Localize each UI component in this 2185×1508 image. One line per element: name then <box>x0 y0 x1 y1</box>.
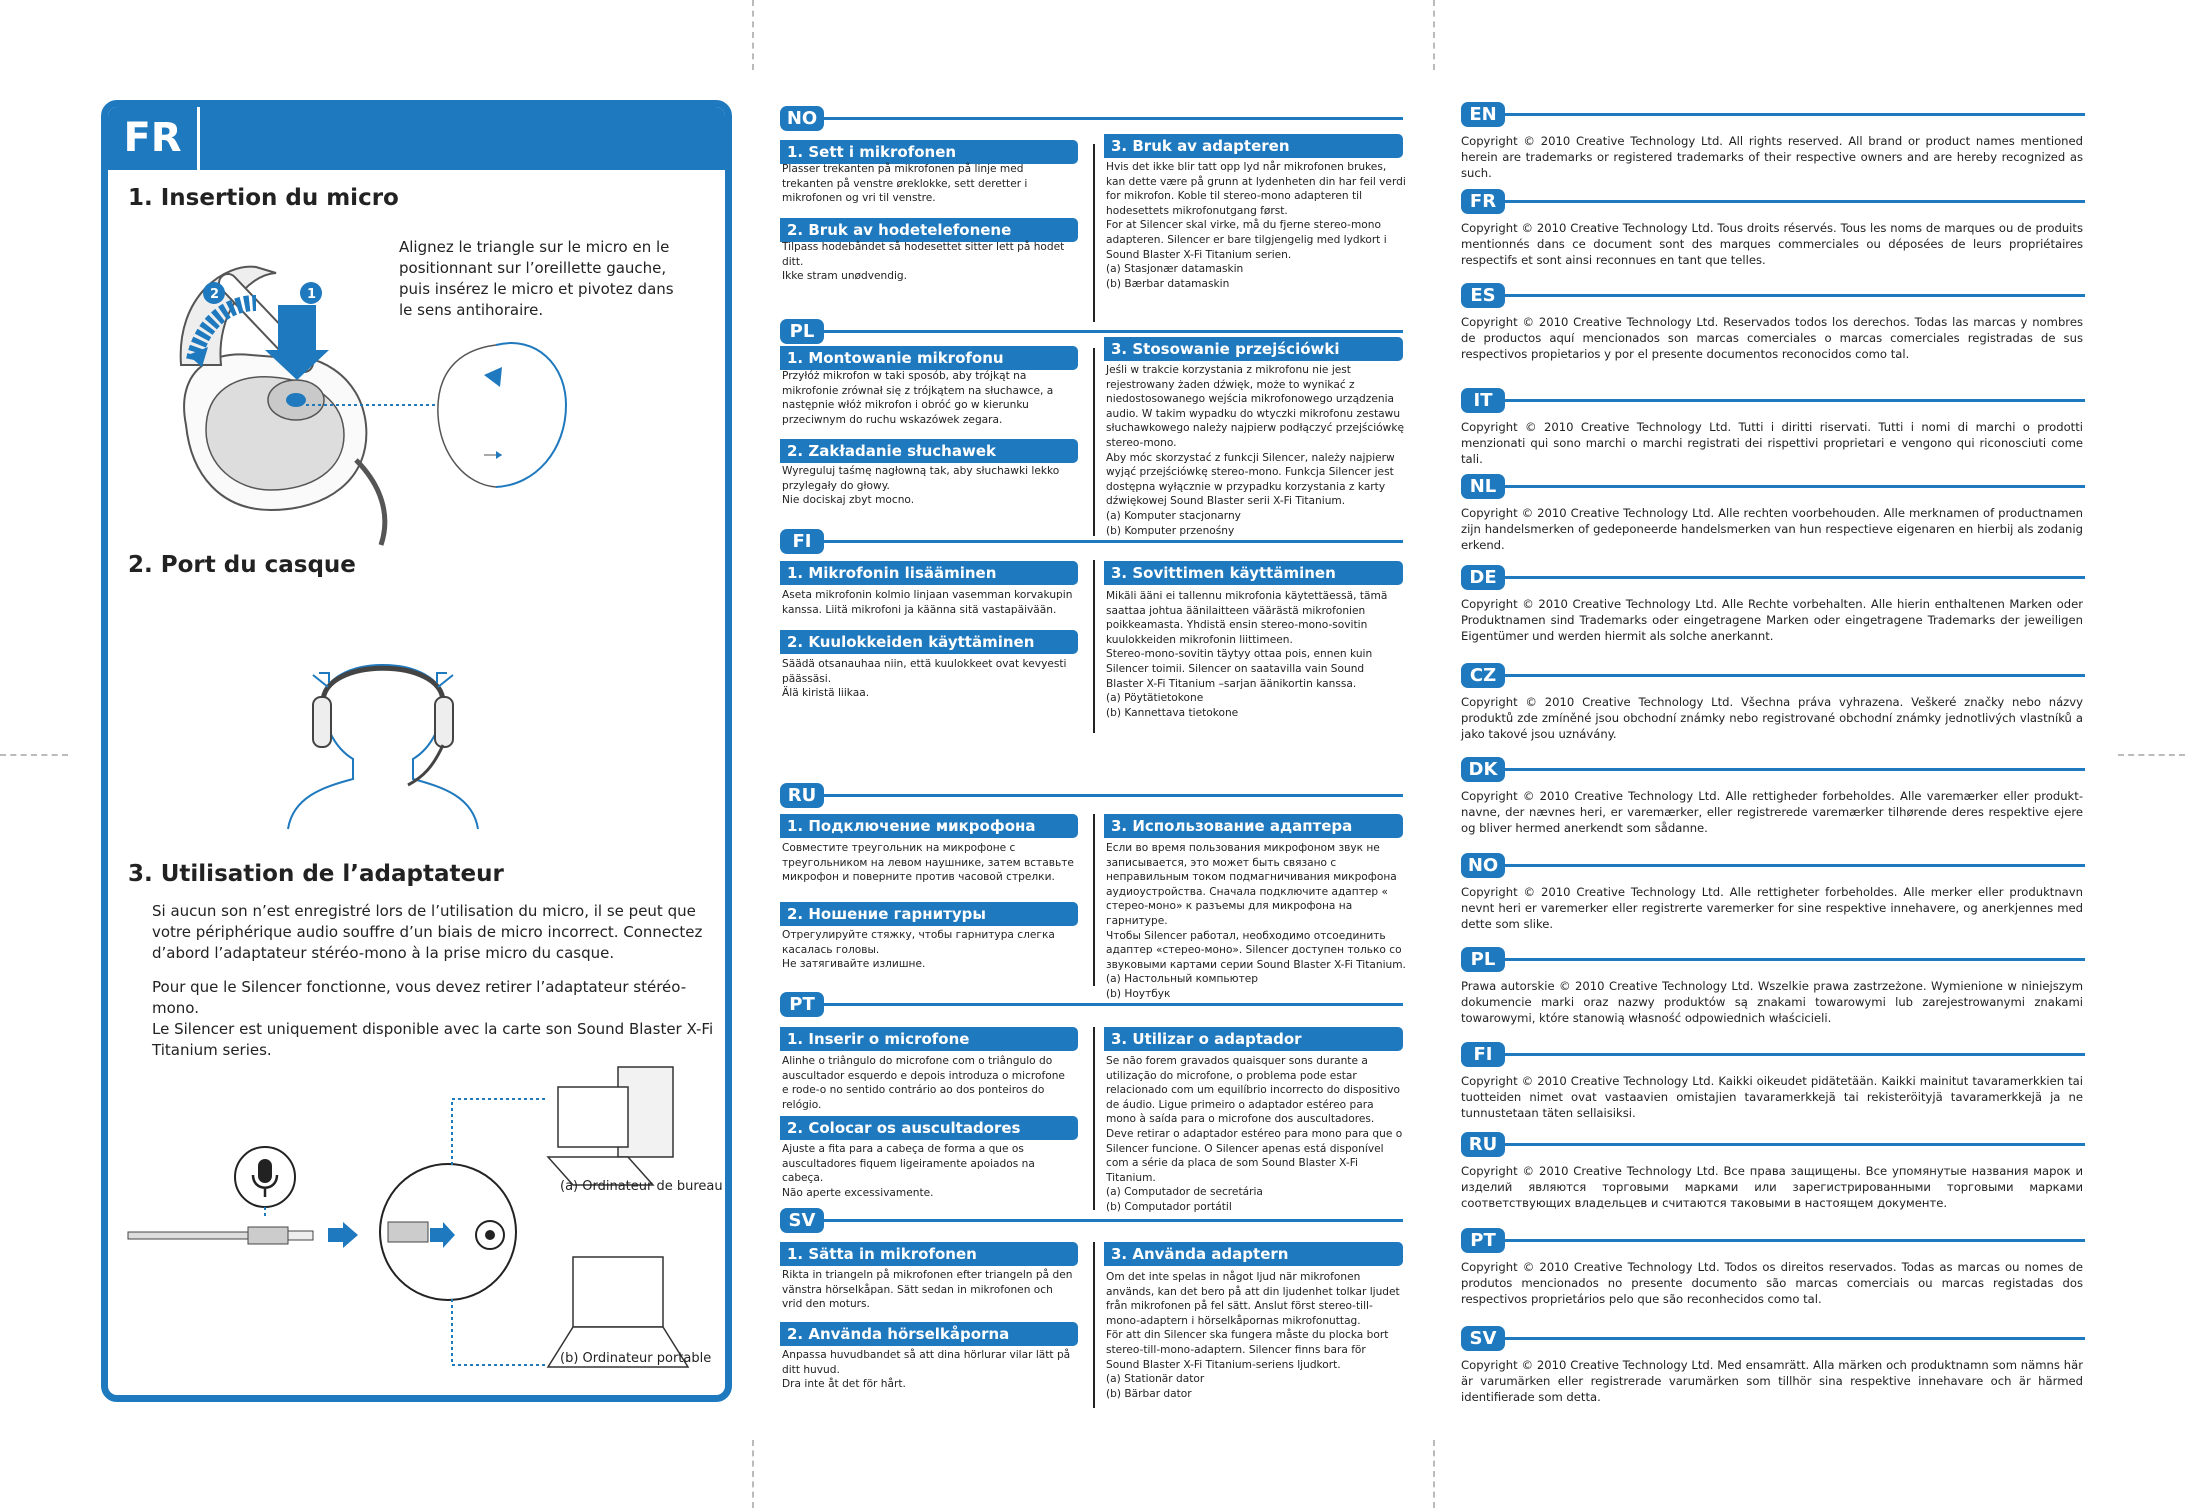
section-title: 1. Mikrofonin lisääminen <box>780 561 1078 585</box>
section-title: 1. Inserir o microfone <box>780 1027 1078 1051</box>
lang-bar-pt <box>780 990 1403 1018</box>
adapter-illustration <box>128 1067 718 1397</box>
copyright-lang-bar-pl <box>1461 945 2085 973</box>
copyright-lang-bar-sv <box>1461 1324 2085 1352</box>
copyright-lang-bar-de-code: DE <box>1461 565 1505 590</box>
section-body: Anpassa huvudbandet så att dina hörlurar vilar lätt på ditt huvud. Dra inte åt det för hårt. <box>782 1349 1071 1391</box>
section-body: Przyłóż mikrofon w taki sposób, aby trójkąt na mikrofonie zrównał się z trójkątem na słuchawce, a następnie włóż mikrofon i obróć go w kierunku przeciwnym do ruchu wskazówek zegara. <box>782 370 1054 426</box>
lang-bar-no <box>780 104 1403 132</box>
copyright-lang-bar-fr <box>1461 187 2085 215</box>
section-body: Hvis det ikke blir tatt opp lyd når mikrofonen brukes, kan dette være på grunn at lydenheten din har feil verdi for mikrofon. Koble til stereo-mono adapteren til hodesettets mikrofonutgang først. For at Silencer skal virke, må du fjerne stereo-mono adapteren. Silencer er bare tilgjengelig med lydkort i Sound Blaster X-Fi Titanium serien. (a) Stasjonær datamaskin (b) Bærbar datamaskin <box>1106 161 1406 290</box>
lang-bar-ru-rule <box>822 794 1403 797</box>
copyright-text: Copyright © 2010 Creative Technology Ltd. Tutti i diritti riservati. Tutti i nomi di marchi o prodotti menzionati qui sono marchi o marchi registrati dei rispettivi proprietari e vengono qui riconosciuti come tali. <box>1461 420 2083 466</box>
fr-section1-title: 1. Insertion du micro <box>128 185 399 211</box>
head-wearing-illustration <box>283 667 523 832</box>
copyright-lang-bar-it-rule <box>1503 399 2085 402</box>
copyright-lang-bar-pt-rule <box>1503 1239 2085 1242</box>
copyright-text: Copyright © 2010 Creative Technology Ltd. All rights reserved. All brand or product names mentioned herein are trademarks or registered trademarks of their respective owners and are hereby recognized as such. <box>1461 134 2083 180</box>
copyright-lang-bar-sv-code: SV <box>1461 1326 1505 1351</box>
copyright-lang-bar-dk-rule <box>1503 768 2085 771</box>
copyright-lang-bar-sv-rule <box>1503 1337 2085 1340</box>
section-body: Jeśli w trakcie korzystania z mikrofonu nie jest rejestrowany żaden dźwięk, może to wynikać z niedostosowanego wejścia mikrofonowego urządzenia audio. W takim wypadku do wtyczki mikrofonu zestawu słuchawkowego należy najpierw podłączyć przejściówkę stereo-mono. Aby móc skorzystać z funkcji Silencer, należy najpierw wyjąć przejściówkę stereo-mono. Funkcja Silencer jest dostępna wyłącznie w przypadku korzystania z karty dźwiękowej Sound Blaster serii X-Fi Titanium. (a) Komputer stacjonarny (b) Komputer przenośny <box>1106 364 1404 537</box>
copyright-lang-bar-en <box>1461 100 2085 128</box>
section-body: Rikta in triangeln på mikrofonen efter triangeln på den vänstra hörselkåpan. Sätt sedan in mikrofonen och vrid den moturs. <box>782 1269 1073 1311</box>
copyright-lang-bar-cz-rule <box>1503 674 2085 677</box>
caption-desktop: (a) Ordinateur de bureau <box>560 1179 723 1194</box>
section-title: 2. Kuulokkeiden käyttäminen <box>780 630 1078 654</box>
fr-section3-paragraph2: Pour que le Silencer fonctionne, vous devez retirer l’adaptateur stéréo-mono. Le Silencer est uniquement disponible avec la carte son Sound Blaster X-Fi Titanium series. <box>152 978 714 1059</box>
section-body: Если во время пользования микрофоном звук не записывается, это может быть связано с неправильным током подмагничивания микрофона аудиоустройства. Сначала подключите адаптер « стерео-моно» к разъемы для микрофона на гарнитуре. Чтобы Silencer работал, необходимо отсоединить адаптер «стерео-моно». Silencer доступен только со звуковыми картами серии Sound Blaster X-Fi Titanium. (a) Настольный компьютер (b) Ноутбук <box>1106 842 1406 1000</box>
fold-mark <box>1433 1440 1435 1508</box>
mic-insertion-illustration <box>166 255 666 525</box>
copyright-lang-bar-en-rule <box>1503 113 2085 116</box>
section-title: 1. Sett i mikrofonen <box>780 140 1078 164</box>
copyright-lang-bar-dk-code: DK <box>1461 757 1505 782</box>
lang-bar-ru-code: RU <box>780 783 824 808</box>
section-title: 2. Bruk av hodetelefonene <box>780 218 1078 242</box>
copyright-lang-bar-pl-code: PL <box>1461 947 1505 972</box>
lang-bar-pl-code: PL <box>780 319 824 344</box>
copyright-text: Prawa autorskie © 2010 Creative Technology Ltd. Wszelkie prawa zastrzeżone. Wymienione w niniejszym dokumencie marki oraz nazwy produktów są znakami towarowymi lub zarejestrowanymi znakami towarowymi, które stanowią własność odpowiednich właścicieli. <box>1461 979 2083 1025</box>
copyright-lang-bar-ru-rule <box>1503 1143 2085 1146</box>
fr-panel <box>101 100 732 1402</box>
copyright-lang-bar-fi <box>1461 1040 2085 1068</box>
copyright-lang-bar-nl <box>1461 472 2085 500</box>
lang-bar-pt-code: PT <box>780 992 824 1017</box>
section-body: Säädä otsanauhaa niin, että kuulokkeet ovat kevyesti päässäsi. Älä kiristä liikaa. <box>782 658 1067 700</box>
copyright-text: Copyright © 2010 Creative Technology Ltd. Kaikki oikeudet pidätetään. Kaikki mainitut tavaramerkkien tai tuotteiden nimet ovat vastaavien omistajien tavaramerkkejä tai rekisteröityjä tavaramerkkejä ja ne tunnustetaan täten sellaisiksi. <box>1461 1074 2083 1120</box>
section-title: 2. Ношение гарнитуры <box>780 902 1078 926</box>
section-title: 3. Использование адаптера <box>1104 814 1403 838</box>
section-title: 3. Använda adaptern <box>1104 1242 1403 1266</box>
copyright-text: Copyright © 2010 Creative Technology Ltd. Reservados todos los derechos. Todas las marcas y nombres de productos aquí mencionados son marcas comerciales o marcas comerciales registradas de sus respectivos propietarios y por el presente documentos reconocidos como tal. <box>1461 315 2083 361</box>
caption-laptop: (b) Ordinateur portable <box>560 1351 712 1366</box>
copyright-lang-bar-en-code: EN <box>1461 102 1505 127</box>
fr-section1-text: Alignez le triangle sur le micro en le positionnant sur l’oreillette gauche, puis insérez le micro et pivotez dans le sens antihoraire. <box>399 238 674 319</box>
fr-language-code: FR <box>108 107 200 170</box>
column-divider <box>1093 1027 1095 1210</box>
copyright-lang-bar-cz <box>1461 661 2085 689</box>
copyright-lang-bar-nl-rule <box>1503 485 2085 488</box>
lang-bar-sv-code: SV <box>780 1208 824 1233</box>
section-body: Alinhe o triângulo do microfone com o triângulo do auscultador esquerdo e depois introduza o microfone e rode-o no sentido contrário ao dos ponteiros do relógio. <box>782 1055 1065 1111</box>
copyright-lang-bar-dk <box>1461 755 2085 783</box>
section-body: Wyreguluj taśmę nagłowną tak, aby słuchawki lekko przylegały do głowy. Nie dociskaj zbyt mocno. <box>782 465 1060 507</box>
copyright-text: Copyright © 2010 Creative Technology Ltd. Alle Rechte vorbehalten. Alle hierin enthaltenen Marken oder Produktnamen sind Trademarks oder eingetragene Marken oder eingetragene Trademarks der jeweiligen Eigentümer und werden hiermit als solche anerkannt. <box>1461 597 2083 643</box>
copyright-lang-bar-ru <box>1461 1130 2085 1158</box>
column-divider <box>1093 144 1095 322</box>
lang-bar-no-rule <box>822 117 1403 120</box>
copyright-text: Copyright © 2010 Creative Technology Ltd. Všechna práva vyhrazena. Veškeré značky nebo názvy produktů zde zmíněné jsou obchodní známky nebo registrované obchodní známky jednotlivých vlastníků a jako takové jsou uznávány. <box>1461 695 2083 741</box>
copyright-text: Copyright © 2010 Creative Technology Ltd. Todos os direitos reservados. Todas as marcas ou nomes de produtos mencionados no presente documento são marcas comerciais ou marcas registadas dos respectivos proprietários pelo que são reconhecidos como tal. <box>1461 1260 2083 1306</box>
section-body: Se não forem gravados quaisquer sons durante a utilização do microfone, o problema pode estar relacionado com um equilíbrio incorrecto do dispositivo de áudio. Ligue primeiro o adaptador estéreo para mono à saída para o microfone dos auscultadores. Deve retirar o adaptador estéreo para mono para que o Silencer funcione. O Silencer apenas está disponível com a série da placa de som Sound Blaster X-Fi Titanium. (a) Computador de secretária (b) Computador portátil <box>1106 1055 1403 1213</box>
column-divider <box>1093 348 1095 536</box>
lang-bar-pl-rule <box>822 330 1403 333</box>
copyright-text: Copyright © 2010 Creative Technology Ltd. Med ensamrätt. Alla märken och produktnamn som nämns här är varumärken eller registrerade varumärken som tillhör sina respektive innehavare och är härmed identifierade som detta. <box>1461 1358 2083 1404</box>
lang-bar-sv <box>780 1206 1403 1234</box>
copyright-lang-bar-nl-code: NL <box>1461 474 1505 499</box>
copyright-text: Copyright © 2010 Creative Technology Ltd. Alle rettigheter forbeholdes. Alle merker eller produktnavn nevnt heri er varemerker eller registrerte varemerker for sine respektive innehavere, og anerkjennes med dette som slike. <box>1461 885 2083 931</box>
lang-bar-fi-code: FI <box>780 529 824 554</box>
section-body: Ajuste a fita para a cabeça de forma a que os auscultadores fiquem ligeiramente apoiados na cabeça. Não aperte excessivamente. <box>782 1143 1035 1199</box>
lang-bar-ru <box>780 781 1403 809</box>
section-body: Plasser trekanten på mikrofonen på linje med trekanten på venstre øreklokke, sett deretter i mikrofonen og vri til venstre. <box>782 163 1028 205</box>
fr-section2-title: 2. Port du casque <box>128 552 356 578</box>
fold-mark <box>752 0 754 70</box>
copyright-text: Copyright © 2010 Creative Technology Ltd. Все права защищены. Все упомянутые названия марок и изделий являются торговыми марками или зарегистрированными торговыми марками соответствующих владельцев и считаются таковыми в настоящем документе. <box>1461 1164 2083 1210</box>
copyright-lang-bar-es-rule <box>1503 294 2085 297</box>
copyright-lang-bar-pt-code: PT <box>1461 1228 1505 1253</box>
section-title: 2. Colocar os auscultadores <box>780 1116 1078 1140</box>
column-divider <box>1093 814 1095 986</box>
section-body: Tilpass hodebåndet så hodesettet sitter lett på hodet ditt. Ikke stram unødvendig. <box>782 241 1065 283</box>
fr-section3-paragraph1: Si aucun son n’est enregistré lors de l’utilisation du micro, il se peut que votre périphérique audio souffre d’un biais de micro incorrect. Connectez d’abord l’adaptateur stéréo-mono à la prise micro du casque. <box>152 902 703 962</box>
section-title: 3. Utilizar o adaptador <box>1104 1027 1403 1051</box>
copyright-lang-bar-no-rule <box>1503 864 2085 867</box>
copyright-lang-bar-it-code: IT <box>1461 388 1505 413</box>
copyright-lang-bar-no-code: NO <box>1461 853 1505 878</box>
lang-bar-pt-rule <box>822 1003 1403 1006</box>
section-title: 2. Använda hörselkåporna <box>780 1322 1078 1346</box>
column-divider <box>1093 560 1095 733</box>
step-number: 1 <box>307 287 317 302</box>
copyright-lang-bar-fr-rule <box>1503 200 2085 203</box>
fold-mark <box>0 754 68 756</box>
copyright-lang-bar-ru-code: RU <box>1461 1132 1505 1157</box>
copyright-lang-bar-fr-code: FR <box>1461 189 1505 214</box>
section-body: Mikäli ääni ei tallennu mikrofonia käytettäessä, tämä saattaa johtua äänilaitteen väärästä mikrofonien poikkeamasta. Yhdistä ensin stereo-mono-sovitin kuulokkeiden mikrofonin liittimeen. Stereo-mono-sovitin täytyy ottaa pois, ennen kuin Silencer toimii. Silencer on saatavilla vain Sound Blaster X-Fi Titanium –sarjan äänikortin kanssa. (a) Pöytätietokone (b) Kannettava tietokone <box>1106 590 1388 719</box>
fr-header-band <box>108 107 725 170</box>
copyright-lang-bar-it <box>1461 386 2085 414</box>
copyright-lang-bar-cz-code: CZ <box>1461 663 1505 688</box>
copyright-lang-bar-fi-rule <box>1503 1053 2085 1056</box>
copyright-lang-bar-pl-rule <box>1503 958 2085 961</box>
column-divider <box>1093 1242 1095 1408</box>
section-body: Om det inte spelas in något ljud när mikrofonen används, kan det bero på att din ljudenhet tolkar ljudet från mikrofonen på fel sätt. Anslut först stereo-till- mono-adaptern i hörselkåpornas mikrofonuttag. För att din Silencer ska fungera måste du plocka bort stereo-till-mono-adaptern. Silencer finns bara för Sound Blaster X-Fi Titanium-seriens ljudkort. (a) Stationär dator (b) Bärbar dator <box>1106 1271 1400 1400</box>
copyright-text: Copyright © 2010 Creative Technology Ltd. Alle rettigheder forbeholdes. Alle varemærker eller produkt-navne, der nævnes heri, er varemærker, eller registrerede varemærker tilhørende deres respektive ejere og bliver hermed anerkendt som sådanne. <box>1461 789 2083 835</box>
lang-bar-no-code: NO <box>780 106 824 131</box>
section-body: Совместите треугольник на микрофоне с треугольником на левом наушнике, затем вставьте микрофон и поверните против часовой стрелки. <box>782 842 1074 884</box>
copyright-lang-bar-de <box>1461 563 2085 591</box>
copyright-lang-bar-pt <box>1461 1226 2085 1254</box>
fold-mark <box>752 1440 754 1508</box>
section-body: Отрегулируйте стяжку, чтобы гарнитура слегка касалась головы. Не затягивайте излишне. <box>782 929 1055 971</box>
fold-mark <box>2118 754 2185 756</box>
section-title: 3. Sovittimen käyttäminen <box>1104 561 1403 585</box>
copyright-text: Copyright © 2010 Creative Technology Ltd. Alle rechten voorbehouden. Alle merknamen of productnamen zijn handelsmerken of gedeponeerde handelsmerken van hun respectieve eigenaren en hierbij als zodanig erkend. <box>1461 506 2083 552</box>
fold-mark <box>1433 0 1435 70</box>
section-title: 3. Bruk av adapteren <box>1104 134 1403 158</box>
lang-bar-sv-rule <box>822 1219 1403 1222</box>
copyright-text: Copyright © 2010 Creative Technology Ltd. Tous droits réservés. Tous les noms de marques ou de produits mentionnés dans ce document sont des marques commerciales ou déposées de leurs propriétaires respectifs et sont ainsi reconnues en tant que telles. <box>1461 221 2083 267</box>
copyright-lang-bar-es <box>1461 281 2085 309</box>
section-title: 2. Zakładanie słuchawek <box>780 439 1078 463</box>
section-title: 1. Sätta in mikrofonen <box>780 1242 1078 1266</box>
lang-bar-fi-rule <box>822 540 1403 543</box>
section-title: 3. Stosowanie przejściówki <box>1104 337 1403 361</box>
lang-bar-fi <box>780 527 1403 555</box>
step-number: 2 <box>210 287 220 302</box>
copyright-lang-bar-no <box>1461 851 2085 879</box>
copyright-lang-bar-es-code: ES <box>1461 283 1505 308</box>
section-title: 1. Montowanie mikrofonu <box>780 346 1078 370</box>
copyright-lang-bar-fi-code: FI <box>1461 1042 1505 1067</box>
fr-section3-title: 3. Utilisation de l’adaptateur <box>128 861 504 887</box>
section-body: Aseta mikrofonin kolmio linjaan vasemman korvakupin kanssa. Liitä mikrofoni ja käänna sitä vastapäivään. <box>782 589 1073 616</box>
section-title: 1. Подключение микрофона <box>780 814 1078 838</box>
copyright-lang-bar-de-rule <box>1503 576 2085 579</box>
